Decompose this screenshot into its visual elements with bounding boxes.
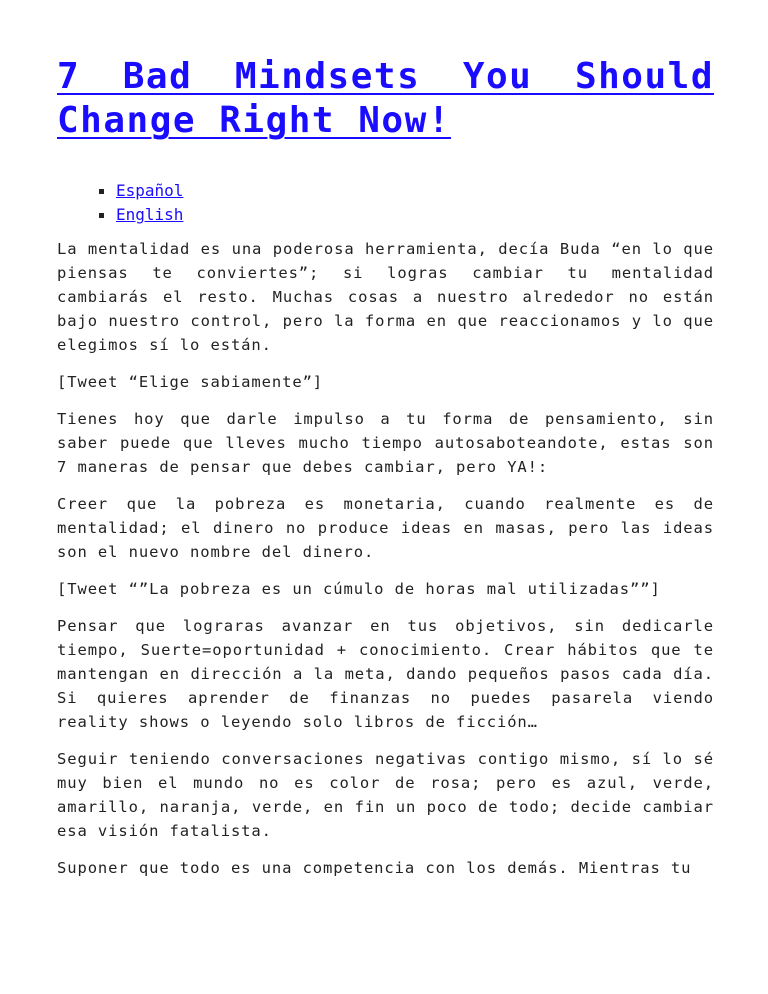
tweet-quote-2: [Tweet “”La pobreza es un cúmulo de horas mal utilizadas””] [57, 580, 661, 598]
paragraph-mindset-4: Suponer que todo es una competencia con los demás. Mientras tu [57, 859, 692, 877]
language-list [57, 179, 714, 227]
language-link-english[interactable]: English [116, 205, 184, 224]
bullet-icon [99, 213, 104, 218]
paragraph-mindset-1: Creer que la pobreza es monetaria, cuando realmente es de mentalidad; el dinero no produce ideas en masas, pero las ideas son el nuevo nombre del dinero. [57, 495, 714, 561]
paragraph-mindset-3: Seguir teniendo conversaciones negativas contigo mismo, sí lo sé muy bien el mundo no es color de rosa; pero es azul, verde, amarillo, naranja, verde, en fin un poco de todo; decide cambiar esa visión fatalista. [57, 750, 714, 840]
tweet-quote-1: [Tweet “Elige sabiamente”] [57, 373, 324, 391]
paragraph-mindset-2: Pensar que lograras avanzar en tus objetivos, sin dedicarle tiempo, Suerte=oportunidad + conocimiento. Crear hábitos que te mantengan en dirección a la meta, dando pequeños pasos cada día. Si quieres aprender de finanzas no puedes pasarela viendo reality shows o leyendo solo libros de ficción… [57, 617, 714, 731]
article-body [57, 237, 714, 880]
language-link-espanol[interactable]: Español [116, 181, 184, 200]
article-page [57, 0, 714, 880]
article-title [57, 55, 714, 143]
paragraph-lead: Tienes hoy que darle impulso a tu forma de pensamiento, sin saber puede que lleves mucho tiempo autosaboteandote, estas son 7 maneras de pensar que debes cambiar, pero YA!: [57, 410, 714, 476]
article-title-link[interactable]: 7 Bad Mindsets You Should Change Right Now! [57, 56, 714, 141]
bullet-icon [99, 189, 104, 194]
language-item-english [99, 203, 714, 227]
language-item-espanol [99, 179, 714, 203]
paragraph-intro: La mentalidad es una poderosa herramienta, decía Buda “en lo que piensas te conviertes”; si logras cambiar tu mentalidad cambiarás el resto. Muchas cosas a nuestro alrededor no están bajo nuestro control, pero la forma en que reaccionamos y lo que elegimos sí lo están. [57, 240, 714, 354]
